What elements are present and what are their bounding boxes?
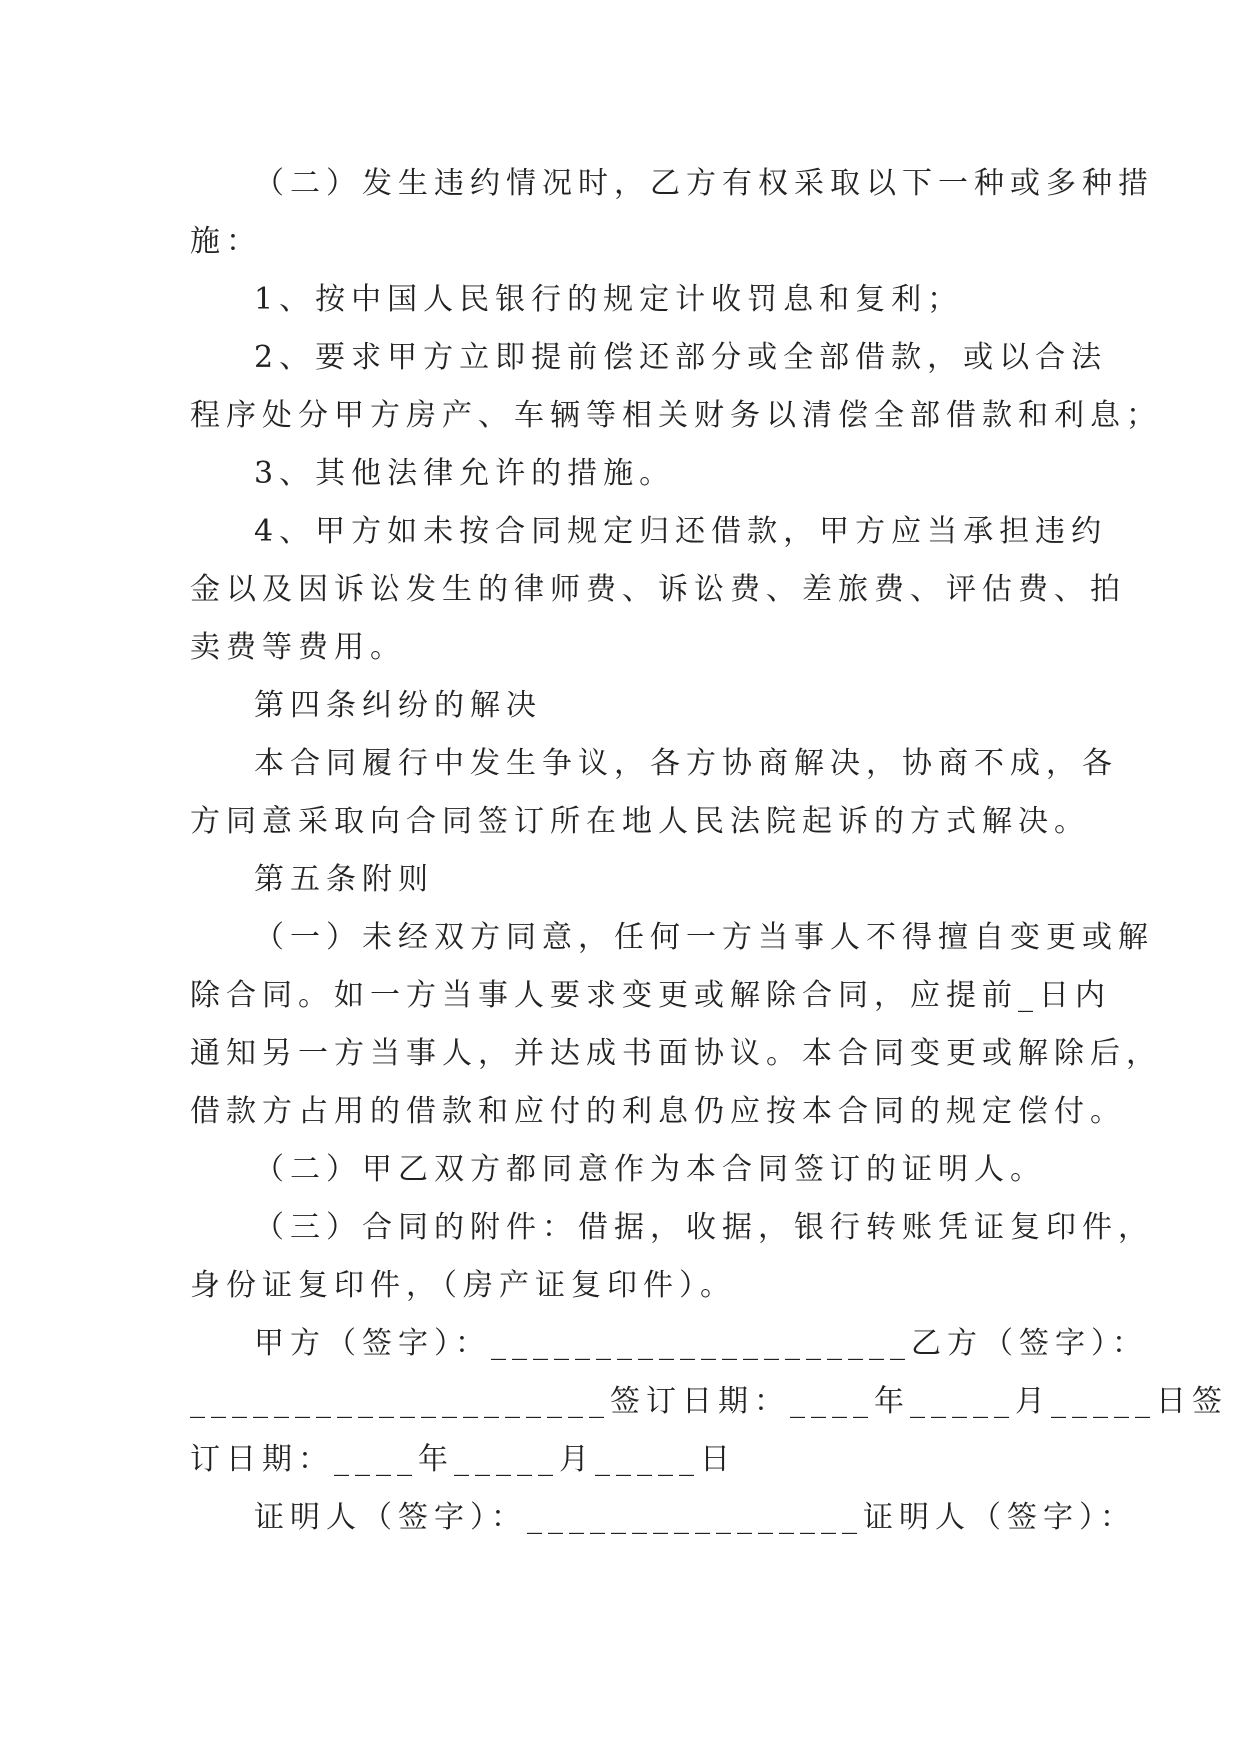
signature-line: 证明人（签字）：________________证明人（签字）： [254, 1500, 1136, 1535]
text-line: 金以及因诉讼发生的律师费、诉讼费、差旅费、评估费、拍 [190, 572, 1126, 607]
text-line: 方同意采取向合同签订所在地人民法院起诉的方式解决。 [190, 804, 1090, 839]
text-line: （一）未经双方同意，任何一方当事人不得擅自变更或解 [254, 920, 1154, 955]
text-line: （三）合同的附件：借据，收据，银行转账凭证复印件， [254, 1210, 1154, 1245]
text-line: 除合同。如一方当事人要求变更或解除合同，应提前_日内 [190, 978, 1111, 1013]
section-heading: 第四条纠纷的解决 [254, 688, 542, 723]
section-heading: 第五条附则 [254, 862, 434, 897]
text-line: 借款方占用的借款和应付的利息仍应按本合同的规定偿付。 [190, 1094, 1126, 1129]
text-line: 3、其他法律允许的措施。 [254, 456, 676, 491]
text-line: （二）甲乙双方都同意作为本合同签订的证明人。 [254, 1152, 1046, 1187]
text-line: （二）发生违约情况时，乙方有权采取以下一种或多种措 [254, 166, 1154, 201]
document-body [190, 155, 1228, 1547]
text-line: 4、甲方如未按合同规定归还借款，甲方应当承担违约 [254, 514, 1108, 549]
text-line: 施： [190, 224, 262, 259]
signature-line: 订日期：____年_____月_____日 [190, 1442, 736, 1477]
text-line: 通知另一方当事人，并达成书面协议。本合同变更或解除后， [190, 1036, 1162, 1071]
text-line: 2、要求甲方立即提前偿还部分或全部借款，或以合法 [254, 340, 1108, 375]
text-line: 卖费等费用。 [190, 630, 406, 665]
signature-line: 甲方（签字）：____________________乙方（签字）： [254, 1326, 1148, 1361]
text-line: 本合同履行中发生争议，各方协商解决，协商不成，各 [254, 746, 1118, 781]
text-line: 身份证复印件，（房产证复印件）。 [190, 1268, 736, 1303]
text-line: 程序处分甲方房产、车辆等相关财务以清偿全部借款和利息； [190, 398, 1162, 433]
text-line: 1、按中国人民银行的规定计收罚息和复利； [254, 282, 964, 317]
signature-line: ____________________签订日期：____年_____月_____日签 [190, 1384, 1228, 1419]
